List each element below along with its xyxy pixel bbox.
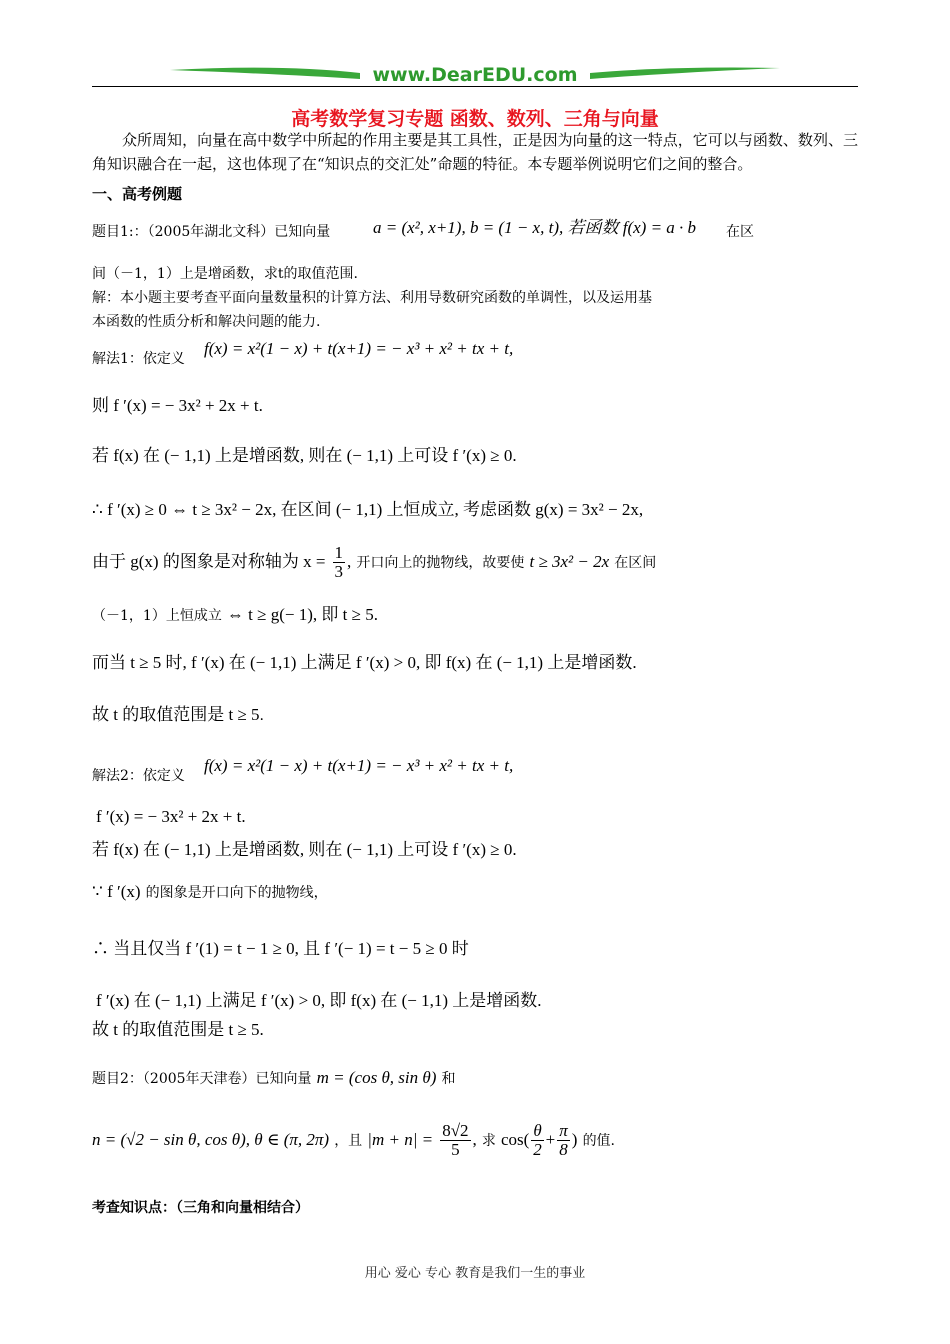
s1-therefore: ∴ f ′(x) ≥ 0 ⇔ t ≥ 3x² − 2x, 在区间 (− 1,1) 上恒成立, 考虑函数 g(x) = 3x² − 2x, <box>92 500 644 519</box>
s2-conclusion: 故 t 的取值范围是 t ≥ 5. <box>92 1020 264 1039</box>
s1-conclusion-line <box>92 700 264 725</box>
frac-num: π <box>559 1121 568 1140</box>
s1-when: 而当 t ≥ 5 时, f ′(x) 在 (− 1,1) 上满足 f ′(x) > 0, 即 f(x) 在 (− 1,1) 上是增函数. <box>92 653 637 672</box>
s1-hold-pre: （－1，1）上恒成立 <box>92 608 222 624</box>
s2-condition: 若 f(x) 在 (− 1,1) 上是增函数, 则在 (− 1,1) 上可设 f ′(x) ≥ 0. <box>92 840 517 859</box>
s2-because-text: 的图象是开口向下的抛物线， <box>145 885 328 901</box>
q2-value: 的值. <box>582 1133 616 1149</box>
s2-because-expr: ∵ f ′(x) <box>92 882 141 901</box>
intro-paragraph: 众所周知，向量在高中数学中所起的作用主要是其工具性，正是因为向量的这一特点，它可以与函数、数列、三角知识融合在一起，这也体现了在“知识点的交汇处”命题的特征。本专题举例说明它们之间的整合。 <box>92 131 858 173</box>
frac-num: θ <box>533 1121 542 1140</box>
s1-hold-line <box>92 600 378 625</box>
s1-label: 解法1：依定义 <box>92 351 185 367</box>
s2-because-line <box>92 882 328 902</box>
s2-definition: f(x) = x²(1 − x) + t(x+1) = − x³ + x² + tx + t, <box>204 756 514 775</box>
q2-ask: 求 <box>481 1133 496 1149</box>
s1-definition: f(x) = x²(1 − x) + t(x+1) = − x³ + x² + tx + t, <box>204 339 514 358</box>
s1-derivative: 则 f ′(x) = − 3x² + 2x + t. <box>92 396 263 415</box>
s1-axis-pre: 由于 g(x) 的图象是对称轴为 x = <box>92 552 326 571</box>
s2-label: 解法2：依定义 <box>92 768 185 784</box>
fraction-8root2-over-5 <box>440 1122 470 1159</box>
fraction-theta-over-2 <box>531 1122 543 1159</box>
q2-cos-plus: + <box>545 1130 556 1149</box>
q2-and2: ，且 <box>334 1133 363 1149</box>
s1-axis-comma: , <box>347 552 352 571</box>
page-title: 高考数学复习专题 函数、数列、三角与向量 <box>291 108 659 130</box>
frac-den: 5 <box>451 1140 460 1159</box>
s1-axis-expr: t ≥ 3x² − 2x <box>529 552 610 571</box>
s1-axis-line <box>92 544 656 581</box>
s1-hold-expr: ⇔ t ≥ g(− 1), 即 t ≥ 5. <box>226 605 378 624</box>
q1-line2: 间（－1，1）上是增函数，求t的取值范围. <box>92 266 358 282</box>
q1-formula: a = (x², x+1), b = (1 − x, t), 若函数 f(x) = a · b <box>373 218 697 237</box>
q2-line1 <box>92 1068 456 1088</box>
q2-cos-pre: cos( <box>500 1130 530 1149</box>
header-banner-logo <box>160 60 790 92</box>
page-footer: 用心 爱心 专心 教育是我们一生的事业 <box>364 1266 586 1281</box>
s1-axis-post: 开口向上的抛物线，故要使 <box>356 555 525 571</box>
frac-den: 2 <box>533 1140 542 1159</box>
q2-mod-comma: , <box>472 1130 477 1149</box>
s1-condition: 若 f(x) 在 (− 1,1) 上是增函数, 则在 (− 1,1) 上可设 f ′(x) ≥ 0. <box>92 446 517 465</box>
s1-conclusion: 故 t 的取值范围是 t ≥ 5 <box>92 705 260 724</box>
s2-iff: ∴ 当且仅当 f ′(1) = t − 1 ≥ 0, 且 f ′(− 1) = t − 5 ≥ 0 时 <box>92 939 469 958</box>
knowledge-points: 考查知识点：（三角和向量相结合） <box>92 1200 309 1216</box>
s2-then: f ′(x) 在 (− 1,1) 上满足 f ′(x) > 0, 即 f(x) 在 (− 1,1) 上是增函数. <box>96 991 542 1010</box>
q2-and: 和 <box>441 1071 456 1087</box>
fraction-pi-over-8 <box>557 1122 570 1159</box>
q1-analysis-1: 解：本小题主要考查平面向量数量积的计算方法、利用导数研究函数的单调性，以及运用基 <box>92 290 652 306</box>
q2-mod-expr: |m + n| = <box>367 1130 434 1149</box>
q2-m-expr: m = (cos θ, sin θ) <box>316 1068 437 1087</box>
fraction-one-third <box>333 544 346 581</box>
q1-label: 题目1:：（2005年湖北文科）已知向量 <box>92 224 331 240</box>
s1-conclusion-dot: . <box>259 708 264 724</box>
section-heading: 一、高考例题 <box>92 185 183 203</box>
q2-cos-post: ) <box>571 1130 578 1149</box>
q1-analysis-2: 本函数的性质分析和解决问题的能力. <box>92 314 321 330</box>
q2-n-expr: n = (√2 − sin θ, cos θ), θ ∈ (π, 2π) <box>92 1130 330 1149</box>
frac-num: 8√2 <box>442 1121 469 1140</box>
frac-den: 8 <box>559 1140 568 1159</box>
s1-axis-end: 在区间 <box>614 555 657 571</box>
q2-label: 题目2：（2005年天津卷）已知向量 <box>92 1071 312 1087</box>
banner-text: www.DearEDU.com <box>372 64 578 86</box>
q2-line2 <box>92 1122 615 1159</box>
s2-derivative: f ′(x) = − 3x² + 2x + t. <box>96 807 246 826</box>
frac-den: 3 <box>334 562 344 581</box>
header-rule <box>92 86 858 87</box>
frac-num: 1 <box>334 543 344 562</box>
q1-tail: 在区 <box>726 224 754 240</box>
